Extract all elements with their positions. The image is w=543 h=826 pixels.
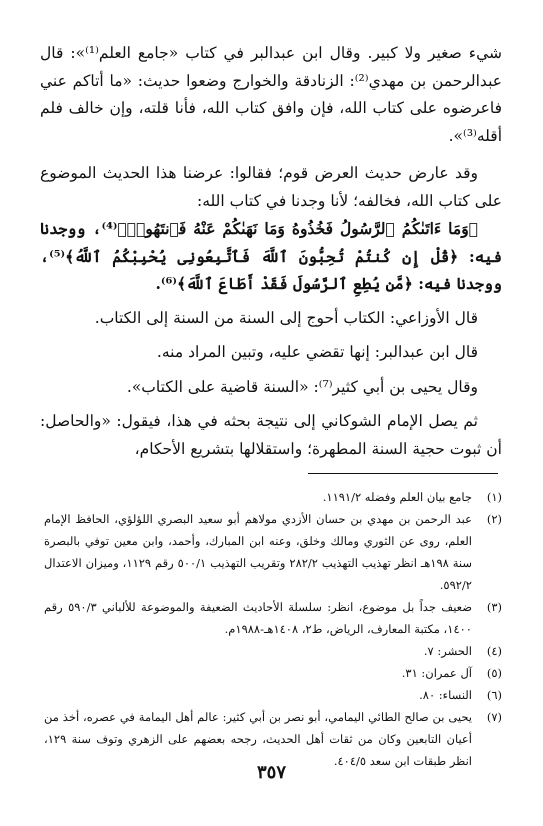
footnote-item bbox=[44, 684, 502, 706]
paragraph-yahya: وقال يحيى بن أبي كثير⁽⁷⁾: «السنة قاضية على الكتاب». bbox=[126, 377, 478, 396]
paragraph-quran-verses: ﴿وَمَا ءَاتَىٰكُمُ ٱلرَّسُولُ فَخُذُوهُ وَمَا نَهَىٰكُمْ عَنْهُ فَٱنتَهُوا۟﴾⁽⁴⁾، ووجدنا فيه: ﴿قُلْ إِن كُنتُمْ تُحِبُّونَ ٱللَّهَ فَٱتَّبِعُونِى يُحْبِبْكُمُ ٱللَّهُ﴾⁽⁵⁾، ووجدنا فيه: ﴿مَّن يُطِعِ ٱلرَّسُولَ فَقَدْ أَطَاعَ ٱللَّهَ﴾⁽⁶⁾. bbox=[40, 219, 502, 293]
footnote-number: (٥) bbox=[486, 666, 502, 680]
paragraph-shawkani: ثم يصل الإمام الشوكاني إلى نتيجة بحثه في هذا، فيقول: «والحاصل: أن ثبوت حجية السنة المطهرة؛ واستقلالها بتشريع الأحكام، bbox=[40, 412, 502, 458]
footnote-text: الحشر: ٧. bbox=[423, 644, 472, 658]
footnote-item bbox=[44, 596, 502, 640]
main-text bbox=[40, 40, 502, 463]
page-number: ٣٥٧ bbox=[256, 762, 286, 783]
footnote-number: (١) bbox=[486, 490, 502, 504]
footnote-number: (٤) bbox=[486, 644, 502, 658]
footnote-number: (٦) bbox=[486, 688, 502, 702]
footnote-item bbox=[44, 486, 502, 508]
footnote-text: ضعيف جداً بل موضوع، انظر: سلسلة الأحاديث الضعيفة والموضوعة للألباني ٥٩٠/٣ رقم ١٤٠٠، مكتبة المعارف، الرياض، ط٢، ١٤٠٨هـ-١٩٨٨م. bbox=[44, 600, 472, 636]
footnote-divider bbox=[308, 473, 498, 474]
footnote-item bbox=[44, 640, 502, 662]
footnote-text: النساء: ٨٠. bbox=[419, 688, 472, 702]
footnote-text: آل عمران: ٣١. bbox=[401, 666, 472, 680]
footnote-number: (٧) bbox=[486, 710, 502, 724]
footnote-text: يحيى بن صالح الطائي اليمامي، أبو نصر بن أبي كثير: عالم أهل اليمامة في عصره، أخذ من أعيان التابعين وكان من ثقات أهل الحديث، رجحه بعضهم على الزهري وتوف سنة ١٢٩، انظر طبقات ابن سعد ٤٠٤/٥. bbox=[44, 710, 472, 768]
footnotes bbox=[44, 486, 502, 772]
footnote-item bbox=[44, 508, 502, 596]
paragraph-1: شيء صغير ولا كبير. وقال ابن عبدالبر في كتاب «جامع العلم⁽¹⁾»: قال عبدالرحمن بن مهدي⁽²⁾: الزنادقة والخوارج وضعوا حديث: «ما أتاكم عني فاعرضوه على كتاب الله، فإن وافق كتاب الله، فأنا قلته، وإن خالف فلم أقله⁽³⁾». bbox=[40, 44, 502, 145]
footnote-text: جامع بيان العلم وفضله ١١٩١/٢. bbox=[322, 490, 472, 504]
footnote-text: عبد الرحمن بن مهدي بن حسان الأزدي مولاهم أبو سعيد البصري اللؤلؤي، الحافظ الإمام العلم، روى عن الثوري ومالك وخلق، وعنه ابن المبارك، وأحمد، وابن معين توفي بالبصرة سنة ١٩٨هـ انظر تهذيب التهذيب ٢٨٢/٢ وتقريب التهذيب ٥٠٠/١ رقم ١١٢٩، وميزان الاعتدال ٥٩٢/٢. bbox=[44, 512, 472, 592]
footnote-number: (٢) bbox=[486, 512, 502, 526]
paragraph-2: وقد عارض حديث العرض قوم؛ فقالوا: عرضنا هذا الحديث الموضوع على كتاب الله، فخالفه؛ لأنا وجدنا في كتاب الله: bbox=[40, 164, 502, 210]
paragraph-ibn-abdulbarr: قال ابن عبدالبر: إنها تقضي عليه، وتبين المراد منه. bbox=[156, 343, 478, 361]
footnote-number: (٣) bbox=[486, 600, 502, 614]
paragraph-awzai: قال الأوزاعي: الكتاب أحوج إلى السنة من السنة إلى الكتاب. bbox=[94, 308, 478, 327]
footnote-item bbox=[44, 662, 502, 684]
